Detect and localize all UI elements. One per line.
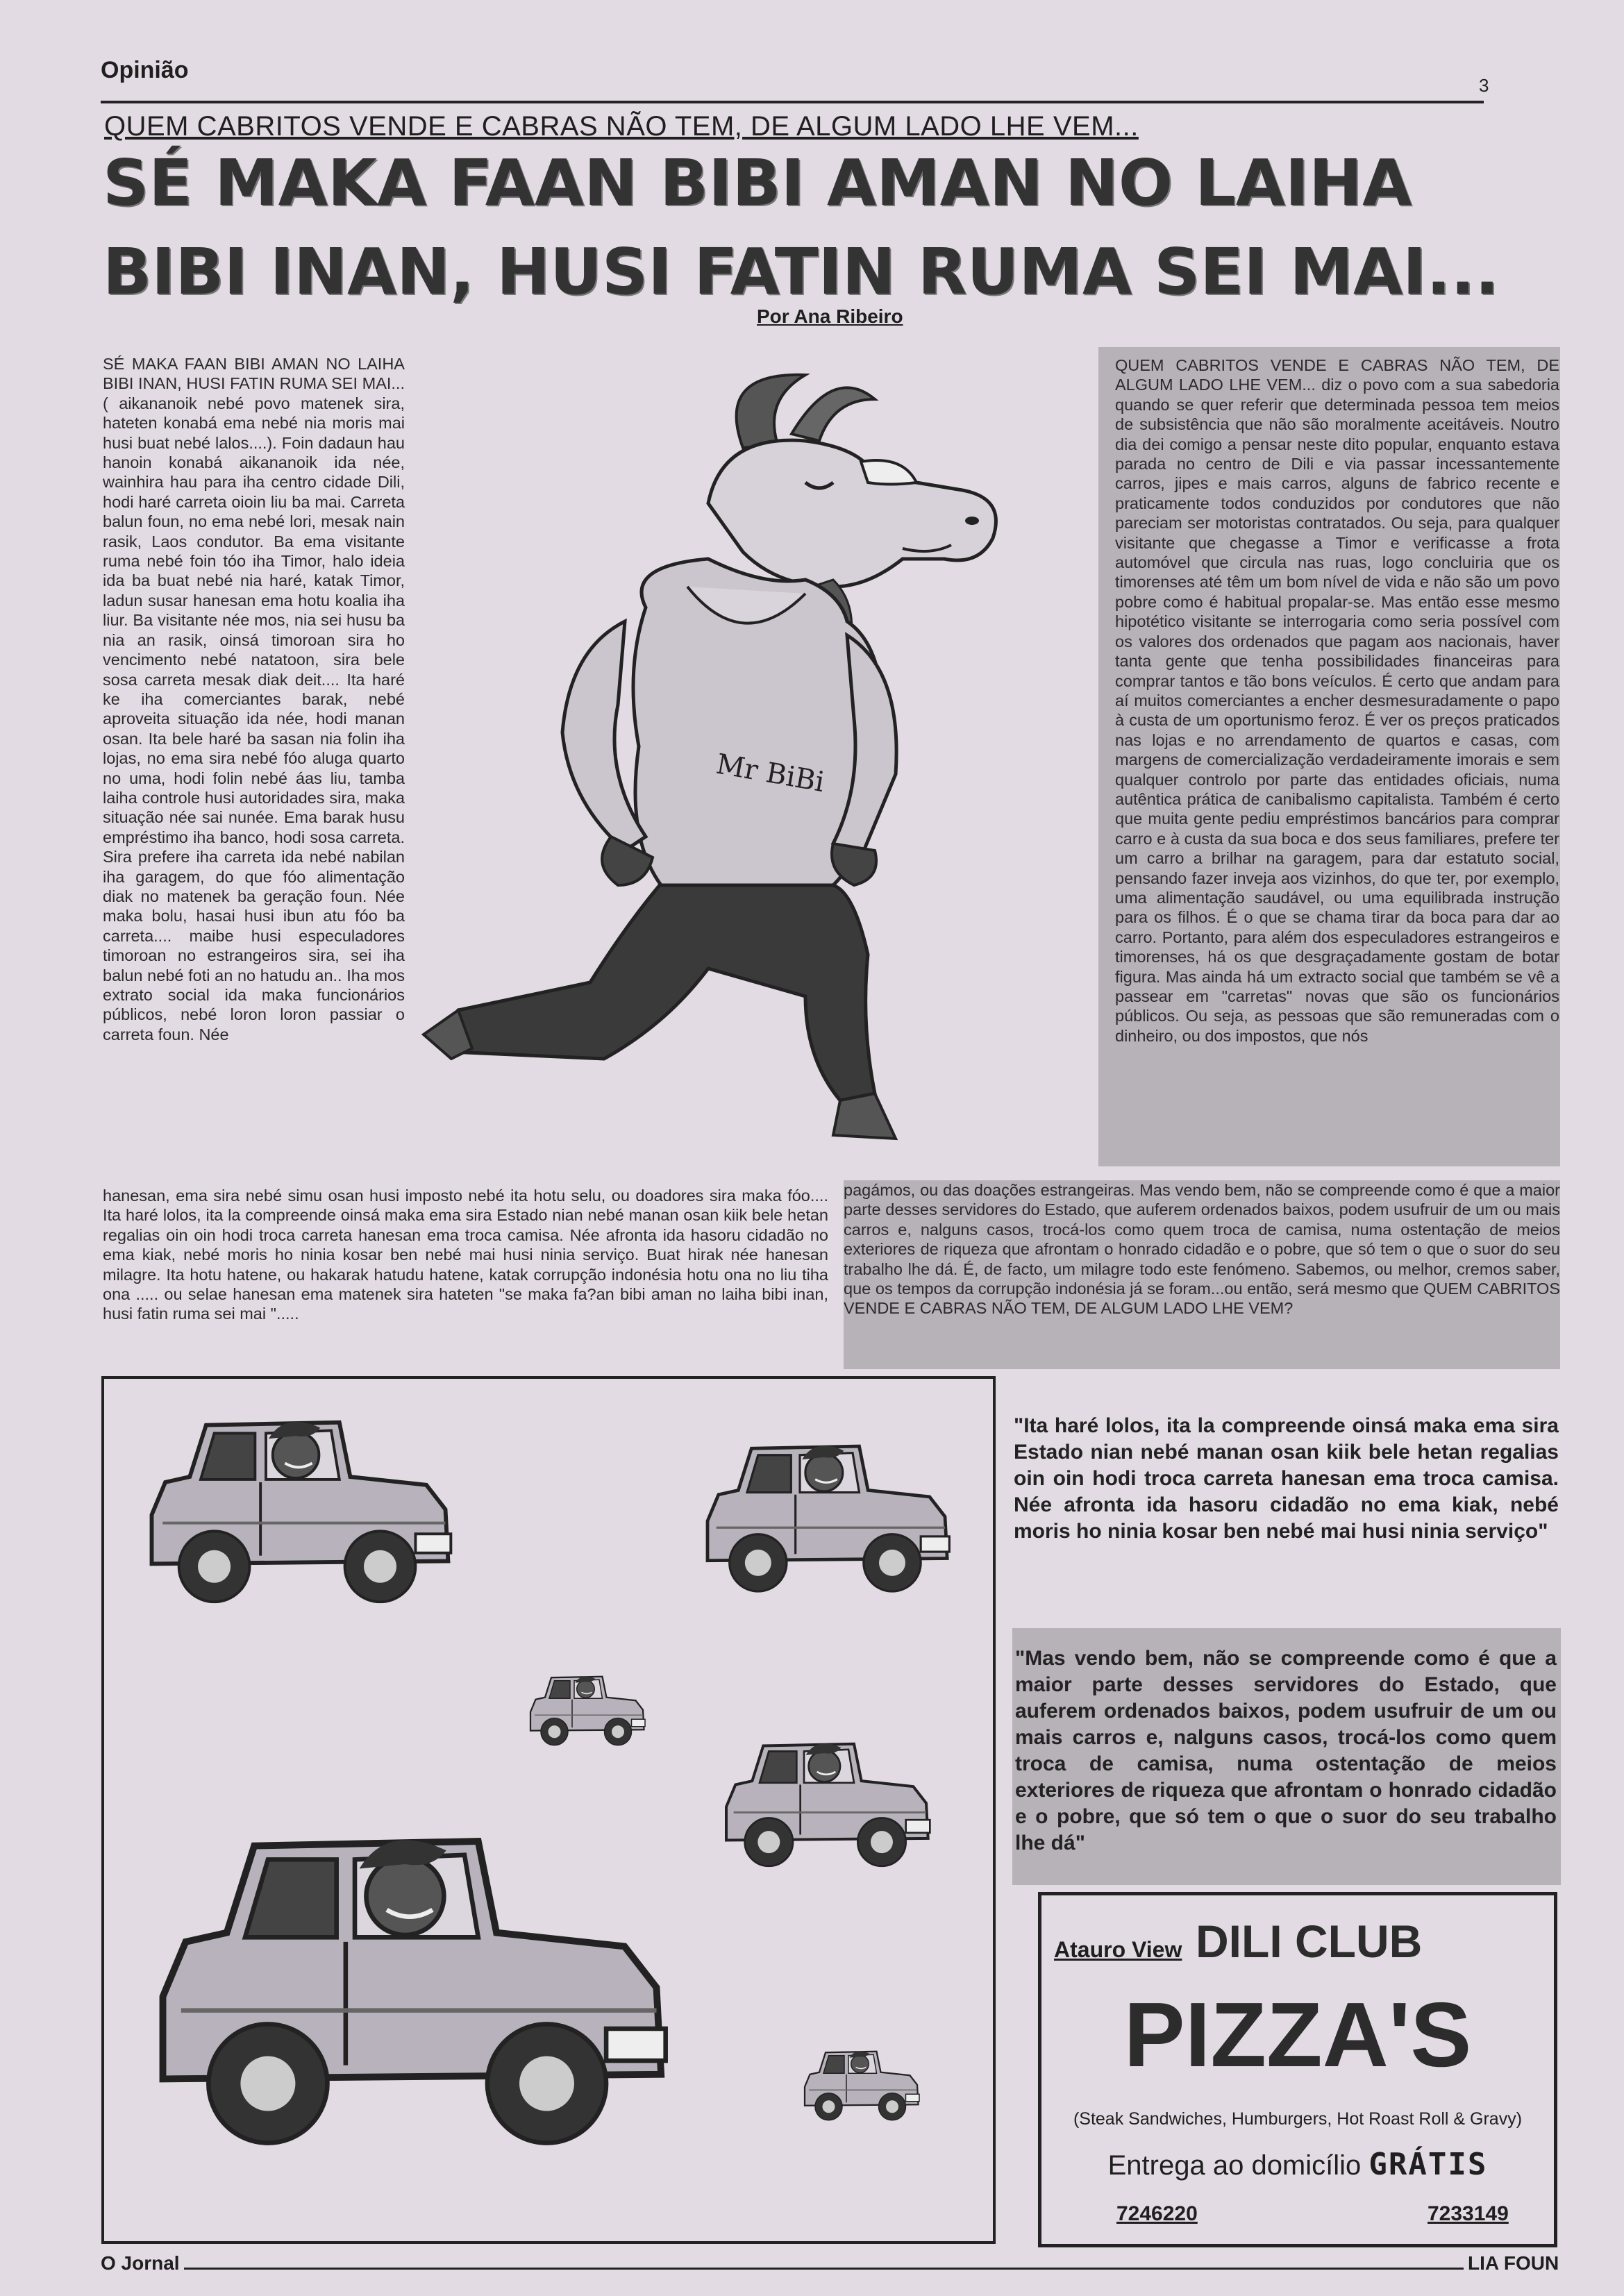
ad-delivery-free: GRÁTIS	[1368, 2147, 1488, 2182]
article-bottom-right: pagámos, ou das doações estrangeiras. Mas vendo bem, não se compreende como é que a maior parte desses servidores do Estado, que auferem ordenados baixos, podem usufruir de um ou mais carros e, nalguns casos, trocá-los como quem troca de camisa, numa ostentação de meios exteriores de riqueza que afrontam o honrado cidadão e o pobre, que só tem o que o suor do seu trabalho lhe dá. É, de facto, um milagre todo este fenómeno. Sabemos, ou melhor, cremos saber, que os tempos da corrupção indonésia já se foram...ou então, será mesmo que QUEM CABRITOS VENDE E CABRAS NÃO TEM, DE ALGUM LADO LHE VEM?	[844, 1181, 1560, 1318]
pull-quote-portuguese: "Mas vendo bem, não se compreende como é que a maior parte desses servidores do Estado, que auferem ordenados baixos, podem usufruir de um ou mais carros e, nalguns casos, trocá-los como quem troca de camisa, numa ostentação de meios exteriores de riqueza que afrontam o honrado cidadão e o pobre, que só tem o que o suor do seu trabalho lhe dá"	[1015, 1647, 1557, 1854]
pull-quote-tetum: "Ita haré lolos, ita la compreende oinsá maka ema sira Estado nian nebé manan osan kiik bele hetan regalias oin oin hodi troca carreta hanesan ema troca camisa. Née afronta ida hasoru cidadão no ema kiak, nebé moris ho ninia kosar ben nebé mai husi ninia serviço"	[1014, 1414, 1559, 1543]
car-driver-icon	[524, 1670, 649, 1750]
ad-phone-2: 7233149	[1428, 2202, 1509, 2225]
car-driver-icon	[135, 1809, 684, 2170]
footer-section: LIA FOUN	[1464, 2252, 1559, 2274]
kicker: QUEM CABRITOS VENDE E CABRAS NÃO TEM, DE ALGUM LADO LHE VEM...	[104, 111, 1139, 142]
ad-venue: Atauro View	[1054, 1937, 1182, 1962]
ad-product: PIZZA'S	[1123, 1984, 1472, 2086]
ad-phone-1: 7246220	[1116, 2202, 1198, 2225]
car-driver-icon	[694, 1434, 958, 1601]
footer-divider	[103, 2268, 1484, 2270]
article-column-right: QUEM CABRITOS VENDE E CABRAS NÃO TEM, DE ALGUM LADO LHE VEM... diz o povo com a sua sabedoria quando se quer referir que determinada pessoa tem meios de subsistência que não são moralmente aceitáveis. Noutro dia dei comigo a pensar neste dito popular, enquanto estava parada no centro de Dili e via passar incessantemente carros, jipes e mais carros, alguns de fabrico recente e praticamente todos conduzidos por condutores que não pareciam ser motoristas contratados. Ou seja, para qualquer visitante que chegasse a Timor e verificasse a frota automóvel que circula nas ruas, logo concluiria que os timorenses até têm um bom nível de vida e não são um povo pobre como é habitual propalar-se. Mas então esse mesmo hipotético visitante se interrogaria como seria possível com os valores dos ordenados que pagam aos nacionais, haver tanta gente que tenha possibilidades financeiras para comprar tantos e tão bons veículos. É certo que andam para aí muitos comerciantes a encher desmesuradamente o papo à custa de um oportunismo feroz. É ver os preços praticados nas lojas e no arrendamento de quartos e casas, com margens de comercialização verdadeiramente imorais e sem qualquer controlo por parte das entidades oficiais, numa autêntica prática de canibalismo capitalista. Também é certo que muita gente pediu empréstimos bancários para comprar carro e à custa da sua boca e dos seus familiares, prefere ter um carro a brilhar na garagem, para dar estatuto social, pensando fazer inveja aos vizinhos, do que ter, por exemplo, uma alimentação saudável, ou uma equilibrada instrução para os filhos. É o que se chama tirar da boca para dar ao carro. Portanto, para além dos especuladores estrangeiros e timorenses, há os que desgraçadamente gostam de botar figura. Mas ainda há um extracto social que também se vê a passear em "carretas" novas que são os funcionários públicos. Ou seja, as pessoas que são remuneradas com o dinheiro, ou dos impostos, que nós	[1115, 356, 1559, 1045]
header-divider	[101, 101, 1484, 103]
article-column-left: SÉ MAKA FAAN BIBI AMAN NO LAIHA BIBI INAN, HUSI FATIN RUMA SEI MAI... ( aikananoik nebé povo matenek sira, hateten konabá ema nebé nia moris mai husi buat nebé lalos....). Foin dadaun hau hanoin konabá aikananoik ida née, wainhira hau para iha centro cidade Dili, hodi haré carreta oioin liu ba mai. Carreta balun foun, no ema nebé lori, mesak nain rasik, Laos condutor. Ba ema visitante ruma nebé foin tóo iha Timor, halo ideia ida ba buat nebé nia haré, katak Timor, ladun susar hanesan ema hotu koalia iha liur. Ba visitante née mos, nia sei husu ba nia an rasik, oinsá timoroan sira ho vencimento nebé natatoon, sira bele sosa carreta mesak diak deit.... Ita haré ke iha comerciantes barak, nebé aproveita situação ida née, hodi manan osan. Ita bele haré ba sasan nia folin iha lojas, no ema sira nebé fóo aluga quarto no uma, hodi folin nebé áas liu, tamba laiha controle husi autoridades sira, maka situação née sai nunée. Ema barak husu empréstimo iha banco, hodi sosa carreta. Sira prefere iha carreta ida nebé nabilan iha garagem, do que fóo alimentação diak no matenek ba geração foun. Née maka bolu, hasai husi ibun atu fóo ba carreta.... maibe husi especuladores timoroan no estrangeiros sira, sei iha balun nebé foti an no hatudu an.. Iha mos extrato social ida maka funcionários públicos, nebé loron loron passiar o carreta foun. Née	[103, 355, 405, 1044]
car-driver-icon	[715, 1733, 937, 1875]
goat-cartoon-icon	[417, 358, 1104, 1170]
car-driver-icon	[798, 2045, 923, 2125]
ad-club-name: DILI CLUB	[1196, 1916, 1423, 1967]
headline: SÉ MAKA FAAN BIBI AMAN NO LAIHA BIBI INAN, HUSI FATIN RUMA SEI MAI...	[103, 146, 1500, 309]
footer-publication: O Jornal	[101, 2252, 184, 2274]
page-number: 3	[1479, 75, 1489, 96]
section-label: Opinião	[101, 57, 189, 83]
byline: Por Ana Ribeiro	[757, 305, 903, 327]
car-driver-icon	[135, 1407, 462, 1615]
ad-delivery-prefix: Entrega ao domicílio	[1107, 2150, 1362, 2181]
cars-illustration-frame	[101, 1376, 996, 2244]
ad-delivery	[1038, 2147, 1557, 2182]
article-bottom-left: hanesan, ema sira nebé simu osan husi imposto nebé ita hotu selu, ou doadores sira maka fóo.... Ita haré lolos, ita la compreende oinsá maka ema sira Estado nian nebé manan osan kiik bele hetan regalias oin oin hodi troca carreta hanesan ema troca camisa. Née afronta ida hasoru cidadão no ema kiak, nebé moris ho ninia kosar ben nebé mai husi ninia serviço. Buat hirak née hanesan milagre. Ita hotu hatene, ou hakarak hatudu hatene, katak corrupção indonésia hotu ona no liu tiha ona ..... ou selae hanesan ema matenek sira hateten "se maka fa?an bibi aman no laiha bibi inan, husi fatin ruma sei mai ".....	[103, 1187, 828, 1323]
ad-menu: (Steak Sandwiches, Humburgers, Hot Roast Roll & Gravy)	[1073, 2109, 1523, 2129]
goat-shirt-text: Mr BiBi	[714, 748, 827, 799]
